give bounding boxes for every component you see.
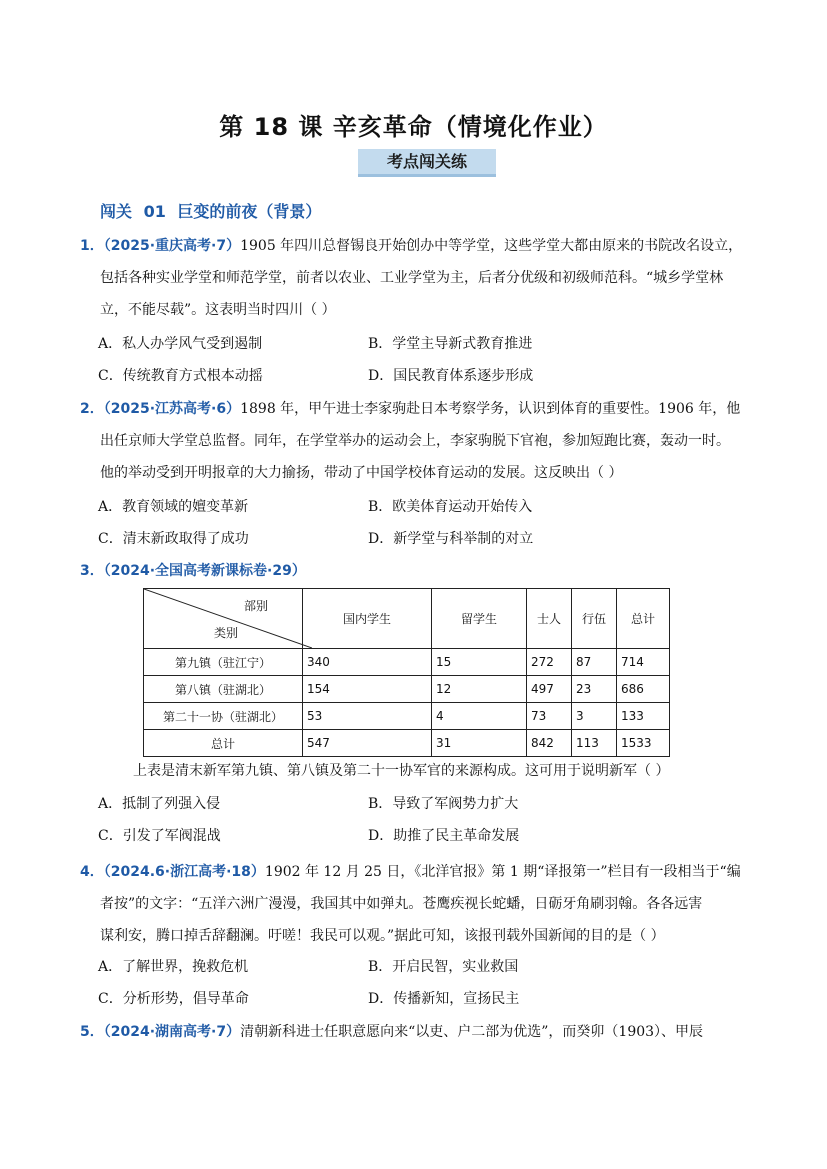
table-cell: 4 [432,703,527,730]
table-cell: 53 [303,703,432,730]
table-header: 留学生 [432,589,527,649]
question-text: 1905 年四川总督锡良开始创办中等学堂，这些学堂大都由原来的书院改名设立， [240,238,743,254]
question-1 [80,230,760,326]
table-cell: 87 [572,649,617,676]
question-source: （2024·全国高考新课标卷·29） [103,563,306,579]
option-c[interactable]: C．清末新政取得了成功 [98,531,249,547]
table-header: 国内学生 [303,589,432,649]
section-badge: 考点闯关练 [358,149,496,177]
table-corner-cell [144,589,303,649]
option-d[interactable]: D．新学堂与科举制的对立 [368,531,534,547]
row-label: 第二十一协（驻湖北） [144,703,303,730]
row-label: 总计 [144,730,303,757]
question-source: （2025·江苏高考·6） [103,401,241,417]
table-cell: 23 [572,676,617,703]
option-d[interactable]: D．助推了民主革命发展 [368,828,520,844]
option-b[interactable]: B．导致了军阀势力扩大 [368,796,519,812]
question-source: （2024.6·浙江高考·18） [103,864,265,880]
question-text: 1902 年 12 月 25 日，《北洋官报》第 1 期“译报第一”栏目有一段相当于“编 [264,864,741,880]
table-cell: 1533 [617,730,670,757]
question-4 [80,856,760,952]
question-5 [80,1016,760,1048]
table-cell: 547 [303,730,432,757]
table-cell: 31 [432,730,527,757]
question-source: （2025·重庆高考·7） [103,238,241,254]
question-number: 2． [80,401,104,417]
table-cell: 3 [572,703,617,730]
table-header: 士人 [527,589,572,649]
option-a[interactable]: A．私人办学风气受到遏制 [98,336,263,352]
table-cell: 497 [527,676,572,703]
table-row [144,703,670,730]
question-text: 包括各种实业学堂和师范学堂，前者以农业、工业学堂为主，后者分优级和初级师范科。“城乡学堂林 [100,270,724,286]
table-cell: 133 [617,703,670,730]
table-row [144,649,670,676]
page-title: 第 18 课 辛亥革命（情境化作业） [219,113,608,141]
table-cell: 154 [303,676,432,703]
data-table [143,588,670,757]
section-heading: 闯关 01 巨变的前夜（背景） [100,202,322,221]
option-d[interactable]: D．传播新知，宣扬民主 [368,991,520,1007]
option-c[interactable]: C．分析形势，倡导革命 [98,991,249,1007]
option-a[interactable]: A．教育领域的嬗变革新 [98,499,249,515]
option-d[interactable]: D．国民教育体系逐步形成 [368,368,534,384]
question-number: 1． [80,238,104,254]
question-text: 他的举动受到开明报章的大力揄扬，带动了中国学校体育运动的发展。这反映出（ ） [100,465,623,481]
table-header: 行伍 [572,589,617,649]
table-cell: 340 [303,649,432,676]
table-cell: 686 [617,676,670,703]
option-a[interactable]: A．抵制了列强入侵 [98,796,221,812]
question-text: 谋利安，腾口掉舌辞翻澜。吁嗟！我民可以观。”据此可知，该报刊载外国新闻的目的是（ ） [100,928,665,944]
option-c[interactable]: C．传统教育方式根本动摇 [98,368,263,384]
question-number: 3． [80,563,104,579]
table-cell: 15 [432,649,527,676]
question-text: 者按”的文字：“五洋六洲广漫漫，我国其中如弹丸。苍鹰疾视长蛇蟠，日砺牙角刷羽翰。各各远害 [100,896,703,912]
question-stem: 上表是清末新军第九镇、第八镇及第二十一协军官的来源构成。这可用于说明新军（ ） [133,763,670,779]
question-text: 1898 年，甲午进士李家驹赴日本考察学务，认识到体育的重要性。1906 年，他 [240,401,741,417]
row-label: 第八镇（驻湖北） [144,676,303,703]
table-row [144,730,670,757]
table-cell: 272 [527,649,572,676]
question-text: 清朝新科进士任职意愿向来“以吏、户二部为优选”，而癸卯（1903）、甲辰 [240,1024,704,1040]
option-b[interactable]: B．开启民智，实业救国 [368,959,519,975]
table-cell: 12 [432,676,527,703]
option-c[interactable]: C．引发了军阀混战 [98,828,221,844]
question-number: 4． [80,864,104,880]
table-cell: 73 [527,703,572,730]
question-source: （2024·湖南高考·7） [103,1024,241,1040]
question-2 [80,393,760,489]
corner-top-label: 部别 [244,599,269,613]
question-text: 立，不能尽载”。这表明当时四川（ ） [100,302,336,318]
question-text: 出任京师大学堂总监督。同年，在学堂举办的运动会上，李家驹脱下官袍，参加短跑比赛，轰动一时。 [100,433,730,449]
corner-bottom-label: 类别 [214,626,239,640]
option-a[interactable]: A．了解世界，挽救危机 [98,959,249,975]
question-number: 5． [80,1024,104,1040]
question-3 [80,555,760,587]
option-b[interactable]: B．学堂主导新式教育推进 [368,336,533,352]
row-label: 第九镇（驻江宁） [144,649,303,676]
table-cell: 842 [527,730,572,757]
option-b[interactable]: B．欧美体育运动开始传入 [368,499,533,515]
table-header: 总计 [617,589,670,649]
table-row [144,676,670,703]
table-cell: 113 [572,730,617,757]
table-cell: 714 [617,649,670,676]
